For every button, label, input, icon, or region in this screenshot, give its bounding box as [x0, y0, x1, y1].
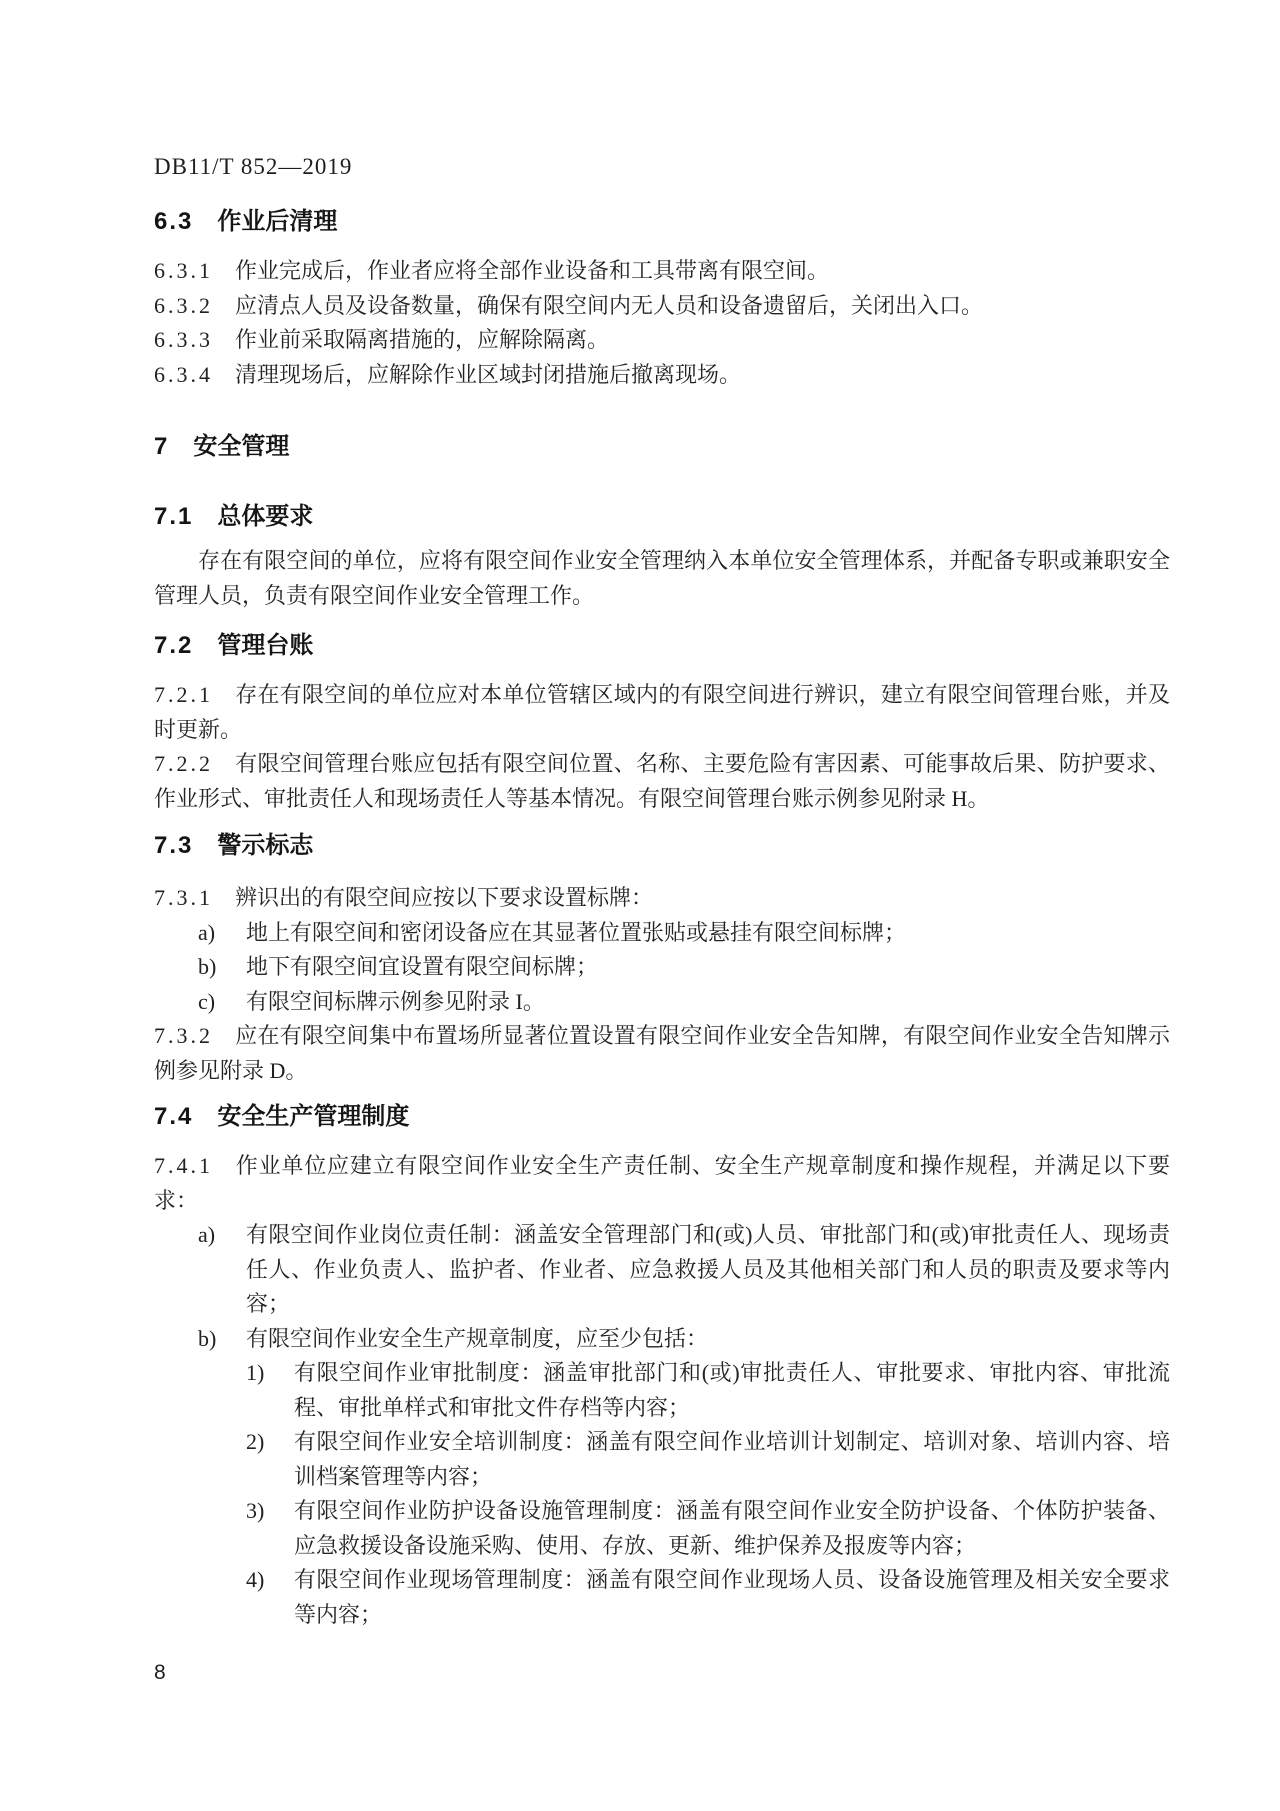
clause-7-2-1: [154, 678, 1170, 747]
list-item-7-4-1-b-3-marker: 3): [246, 1498, 265, 1523]
list-item-7-4-1-b-1-text: 有限空间作业审批制度：涵盖审批部门和(或)审批责任人、审批要求、审批内容、审批流程、审批单样式和审批文件存档等内容；: [294, 1360, 1170, 1420]
list-item-7-4-1-b-1: [246, 1356, 1170, 1425]
heading-6-3-number: 6.3: [154, 208, 194, 235]
clause-6-3-2-text: 应清点人员及设备数量，确保有限空间内无人员和设备遗留后，关闭出入口。: [235, 292, 984, 318]
clause-7-2-1-number: 7.2.1: [154, 682, 213, 707]
heading-7-4: [154, 1099, 1170, 1135]
clause-6-3-4-number: 6.3.4: [154, 361, 213, 387]
running-header: [154, 150, 1170, 184]
list-item-7-3-1-c-marker: c): [198, 988, 216, 1014]
list-item-7-4-1-b-4-marker: 4): [246, 1567, 265, 1592]
heading-7-title: 安全管理: [193, 433, 290, 460]
page-number: 8: [154, 1661, 166, 1684]
heading-7-2-title: 管理台账: [217, 632, 314, 659]
clause-6-3-2: [154, 289, 1170, 324]
heading-7-2-number: 7.2: [154, 632, 194, 659]
clause-7-3-1-text: 辨识出的有限空间应按以下要求设置标牌：: [235, 885, 654, 910]
clause-7-3-2-text: 应在有限空间集中布置场所显著位置设置有限空间作业安全告知牌，有限空间作业安全告知牌示例参见附录 D。: [154, 1023, 1170, 1083]
list-item-7-4-1-b-text: 有限空间作业安全生产规章制度，应至少包括：: [246, 1325, 709, 1351]
clause-6-3-3-text: 作业前采取隔离措施的，应解除隔离。: [235, 327, 610, 352]
list-item-7-4-1-b-4: [246, 1563, 1170, 1632]
heading-7-1-number: 7.1: [154, 503, 194, 530]
list-item-7-3-1-a-text: 地上有限空间和密闭设备应在其显著位置张贴或悬挂有限空间标牌；: [246, 919, 907, 945]
clause-6-3-1: [154, 254, 1170, 289]
list-item-7-3-1-b-text: 地下有限空间宜设置有限空间标牌；: [246, 954, 599, 979]
list-item-7-4-1-b: [198, 1322, 1170, 1357]
clause-7-2-2: [154, 747, 1170, 816]
heading-6-3: [154, 204, 1170, 240]
para-7-1: 存在有限空间的单位，应将有限空间作业安全管理纳入本单位安全管理体系，并配备专职或兼职安全管理人员，负责有限空间作业安全管理工作。: [154, 548, 1170, 608]
list-item-7-4-1-a-text: 有限空间作业岗位责任制：涵盖安全管理部门和(或)人员、审批部门和(或)审批责任人、现场责任人、作业负责人、监护者、作业者、应急救援人员及其他相关部门和人员的职责及要求等内容；: [246, 1222, 1170, 1316]
clause-7-3-1: [154, 881, 1170, 916]
clause-7-2-2-text: 有限空间管理台账应包括有限空间位置、名称、主要危险有害因素、可能事故后果、防护要求、作业形式、审批责任人和现场责任人等基本情况。有限空间管理台账示例参见附录 H。: [154, 751, 1170, 811]
list-item-7-4-1-a: [198, 1218, 1170, 1322]
heading-7-1-title: 总体要求: [217, 503, 314, 530]
clause-7-3-2: [154, 1019, 1170, 1088]
clause-7-3-2-number: 7.3.2: [154, 1023, 213, 1048]
clause-7-4-1: [154, 1149, 1170, 1218]
clause-6-3-3: [154, 323, 1170, 358]
list-item-7-4-1-b-2-marker: 2): [246, 1429, 265, 1454]
heading-7-1: [154, 499, 1170, 535]
clause-6-3-3-number: 6.3.3: [154, 327, 213, 352]
list-item-7-3-1-a: [198, 916, 1170, 951]
list-item-7-4-1-b-4-text: 有限空间作业现场管理制度：涵盖有限空间作业现场人员、设备设施管理及相关安全要求等内容；: [294, 1567, 1170, 1627]
clause-7-4-1-text: 作业单位应建立有限空间作业安全生产责任制、安全生产规章制度和操作规程，并满足以下要求：: [154, 1153, 1170, 1213]
list-item-7-3-1-a-marker: a): [198, 919, 216, 945]
list-item-7-4-1-b-marker: b): [198, 1325, 217, 1351]
list-item-7-3-1-c-text: 有限空间标牌示例参见附录 I。: [246, 988, 545, 1014]
heading-7: [154, 429, 1170, 465]
clause-6-3-1-number: 6.3.1: [154, 258, 213, 283]
heading-7-number: 7: [154, 433, 170, 460]
clause-7-3-1-number: 7.3.1: [154, 885, 213, 910]
heading-6-3-title: 作业后清理: [217, 208, 338, 235]
list-item-7-4-1-a-marker: a): [198, 1222, 216, 1247]
list-item-7-4-1-b-1-marker: 1): [246, 1360, 265, 1385]
heading-7-2: [154, 628, 1170, 664]
list-item-7-3-1-b-marker: b): [198, 954, 217, 979]
clause-6-3-4-text: 清理现场后，应解除作业区域封闭措施后撤离现场。: [235, 361, 742, 387]
list-item-7-4-1-b-3-text: 有限空间作业防护设备设施管理制度：涵盖有限空间作业安全防护设备、个体防护装备、应急救援设备设施采购、使用、存放、更新、维护保养及报废等内容；: [294, 1498, 1170, 1558]
list-item-7-4-1-b-2: [246, 1425, 1170, 1494]
list-item-7-3-1-b: [198, 950, 1170, 985]
doc-code: DB11/T 852—2019: [154, 154, 353, 179]
list-item-7-4-1-b-2-text: 有限空间作业安全培训制度：涵盖有限空间作业培训计划制定、培训对象、培训内容、培训档案管理等内容；: [294, 1429, 1170, 1489]
heading-7-3-number: 7.3: [154, 832, 194, 859]
clause-6-3-1-text: 作业完成后，作业者应将全部作业设备和工具带离有限空间。: [235, 258, 830, 283]
clause-7-2-2-number: 7.2.2: [154, 751, 213, 776]
list-item-7-3-1-c: [198, 985, 1170, 1020]
clause-6-3-4: [154, 358, 1170, 393]
heading-7-3: [154, 828, 1170, 864]
clause-7-4-1-number: 7.4.1: [154, 1153, 213, 1178]
list-item-7-4-1-b-3: [246, 1494, 1170, 1563]
heading-7-3-title: 警示标志: [217, 832, 314, 859]
clause-7-2-1-text: 存在有限空间的单位应对本单位管辖区域内的有限空间进行辨识，建立有限空间管理台账，并及时更新。: [154, 682, 1170, 742]
clause-6-3-2-number: 6.3.2: [154, 292, 213, 318]
heading-7-4-number: 7.4: [154, 1103, 194, 1130]
heading-7-4-title: 安全生产管理制度: [217, 1103, 410, 1130]
